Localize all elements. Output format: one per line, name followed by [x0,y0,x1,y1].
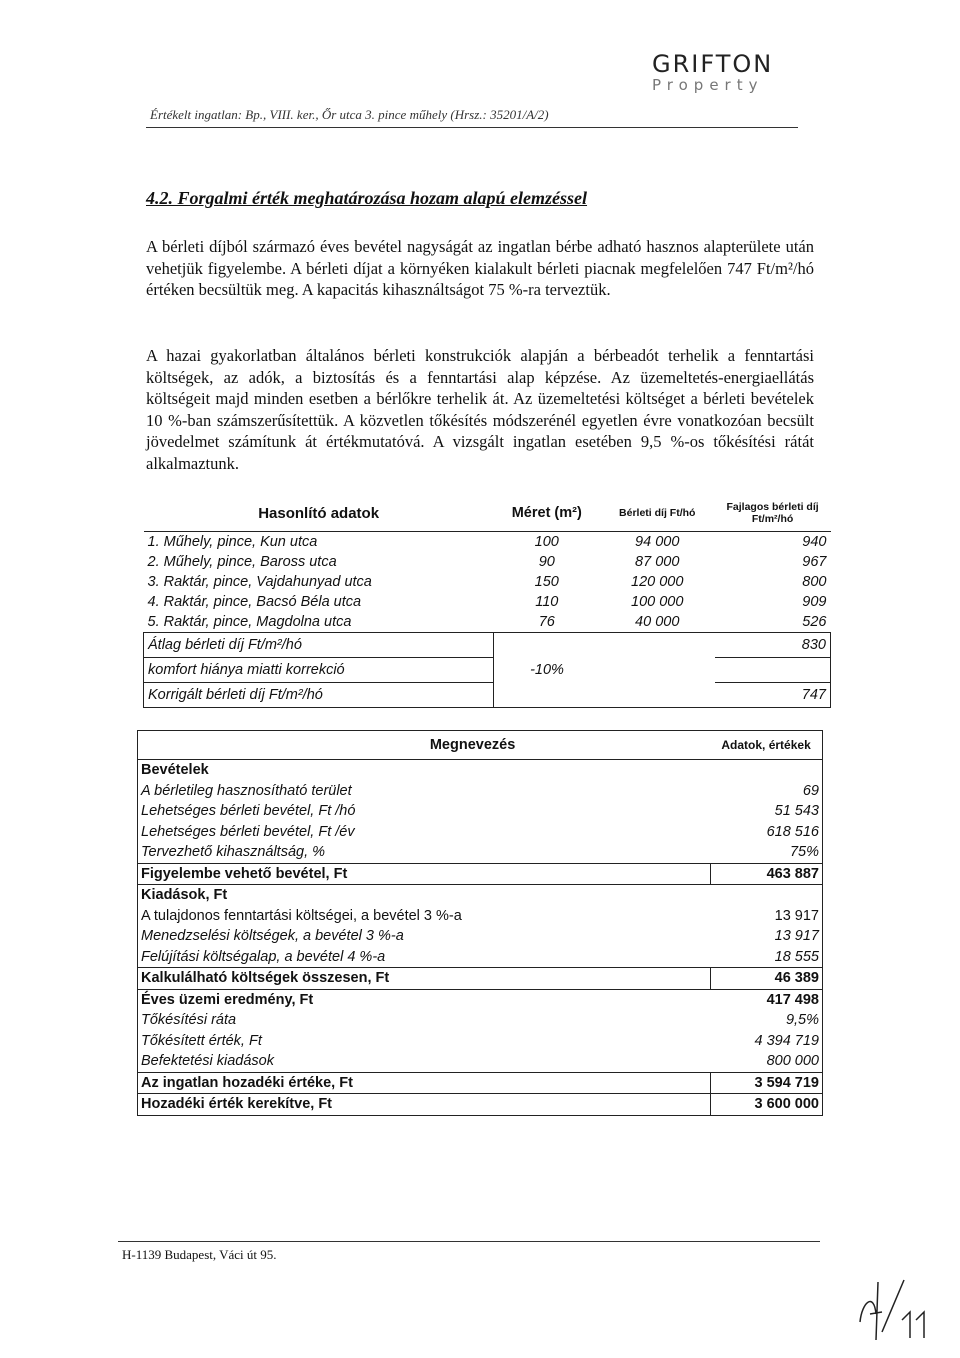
row-label: Menedzselési költségek, a bevétel 3 %-a [141,928,404,945]
table-row [144,612,831,633]
company-logo [652,50,773,94]
correction-label: komfort hiánya miatti korrekció [144,658,494,683]
row-label: Figyelembe vehető bevétel, Ft [138,863,711,885]
row-label: Kalkulálható költségek összesen, Ft [138,968,711,990]
row-name: 3. Raktár, pince, Vajdahunyad utca [147,574,372,590]
table-row [138,1072,823,1094]
corrected-row [144,683,831,708]
header-unit-rent: Fajlagos bérleti díj Ft/m²/hó [715,495,831,532]
row-name: 5. Raktár, pince, Magdolna utca [144,612,494,633]
row-rent: 100 000 [631,594,684,610]
calc-header-name: Megnevezés [138,731,711,760]
correction-row [144,658,831,683]
logo-name: GRIFTON [652,50,774,78]
table-row [138,906,823,927]
row-label: Tőkésítési ráta [141,1012,237,1029]
row-size: 90 [538,554,555,570]
row-label: Befektetési kiadások [141,1053,274,1070]
table-row [138,822,823,843]
row-value: 3 600 000 [710,1094,822,1116]
paragraph-2: A hazai gyakorlatban általános bérleti konstrukciók alapján a bérbeadót terhelik a fenntartási költségek, az adók, a biztosítás és a fenntartási alap képzése. Az üzemeltetés-energiaellátás költségeit majd minden esetben a bérlőkre terhelik át. Az üzemeltetési költséget a bérleti bevételek 10 %-ban számszerűsítettük. A közvetlen tőkésítés módszerénél egyetlen évre vonatkozóan becsült jövedelmet számítunk át értékmutatóvá. A vizsgált ingatlan esetében 9,5 %-os tőkésítési rátát alkalmaztunk. [146,346,814,473]
row-value: 13 917 [774,928,819,945]
row-value [710,885,822,906]
logo-tagline: Property [652,76,764,94]
row-value [710,760,822,781]
row-unit: 526 [715,612,831,633]
row-value: 51 543 [774,803,819,820]
row-label: A bérletileg hasznosítható terület [141,782,352,799]
table-row [138,926,823,947]
correction-value: -10% [530,662,564,678]
row-name: 4. Raktár, pince, Bacsó Béla utca [147,594,362,610]
row-label: Tervezhető kihasználtság, % [141,844,326,861]
row-value: 18 555 [774,948,819,965]
corrected-label: Korrigált bérleti díj Ft/m²/hó [144,683,494,708]
header-name: Hasonlító adatok [144,495,494,532]
row-unit: 800 [802,574,827,590]
row-label: Éves üzemi eredmény, Ft [141,991,314,1008]
row-rent: 40 000 [600,612,715,633]
paragraph-1: A bérleti díjból származó éves bevétel nagyságát az ingatlan bérbe adható hasznos alapterülete után vehetjük figyelembe. A bérleti díjat a környéken kialakult bérleti piacnak megfelelően 747 Ft/m²/hó értéken becsültük meg. A kapacitás kihasználtságot 75 %-ra terveztük. [146,237,814,299]
row-rent: 87 000 [635,554,680,570]
average-label: Átlag bérleti díj Ft/m²/hó [144,633,494,658]
comparables-table [143,495,831,708]
row-value: 417 498 [766,991,819,1008]
row-label: Lehetséges bérleti bevétel, Ft /év [141,823,355,840]
section-title: 4.2. Forgalmi érték meghatározása hozam alapú elemzéssel [146,188,588,208]
row-value: 463 887 [710,863,822,885]
row-value: 800 000 [766,1053,819,1070]
table-row [138,801,823,822]
row-value: 46 389 [710,968,822,990]
table-row [138,781,823,802]
row-name: 1. Műhely, pince, Kun utca [147,534,318,550]
row-value: 3 594 719 [710,1072,822,1094]
table-row [144,532,831,553]
average-row [144,633,831,658]
row-value: 9,5% [785,1012,819,1029]
row-label: Hozadéki érték kerekítve, Ft [138,1094,711,1116]
table-row [144,552,831,572]
row-label: Felújítási költségalap, a bevétel 4 %-a [141,948,386,965]
row-label: A tulajdonos fenntartási költségei, a bevétel 3 %-a [141,907,462,924]
row-value: 75% [789,844,819,861]
footer-address: H-1139 Budapest, Váci út 95. [122,1247,277,1262]
row-label: Kiadások, Ft [141,887,228,904]
row-unit: 967 [802,554,827,570]
header-property-text: Értékelt ingatlan: Bp., VIII. ker., Őr utca 3. pince műhely (Hrsz.: 35201/A/2) [150,107,549,122]
row-value: 618 516 [766,823,819,840]
row-label: Az ingatlan hozadéki értéke, Ft [138,1072,711,1094]
row-rent: 120 000 [631,574,684,590]
comparables-header-row [144,495,831,532]
header-rent: Bérleti díj Ft/hó [600,495,715,532]
header-size: Méret (m²) [494,495,600,532]
table-row [138,968,823,990]
calc-header-row [138,731,823,760]
average-value: 830 [715,633,831,658]
table-row [138,863,823,885]
row-label: Lehetséges bérleti bevétel, Ft /hó [141,803,356,820]
table-row [138,947,823,968]
row-unit: 940 [802,534,827,550]
row-unit: 909 [802,594,827,610]
row-size: 76 [494,612,600,633]
row-label: Bevételek [141,762,209,779]
handwritten-signature [852,1262,932,1342]
table-row [138,1051,823,1072]
row-size: 110 [535,594,559,610]
row-value: 4 394 719 [754,1032,819,1049]
row-name: 2. Műhely, pince, Baross utca [147,554,337,570]
header-divider [146,127,798,128]
corrected-value: 747 [715,683,831,708]
row-size: 150 [534,574,559,590]
table-row [138,885,823,906]
table-row [138,760,823,781]
table-row [144,572,831,592]
table-row [138,989,823,1010]
table-row [138,1031,823,1052]
table-row [138,1094,823,1116]
table-row [138,842,823,863]
table-row [138,1010,823,1031]
row-label: Tőkésített érték, Ft [141,1032,262,1049]
row-rent: 94 000 [635,534,680,550]
row-value: 69 [802,782,819,799]
income-calculation-table [137,730,823,1116]
row-size: 100 [534,534,559,550]
table-row [144,592,831,612]
row-value: 13 917 [774,907,819,924]
footer-divider [118,1241,820,1242]
calc-header-value: Adatok, értékek [710,731,822,760]
